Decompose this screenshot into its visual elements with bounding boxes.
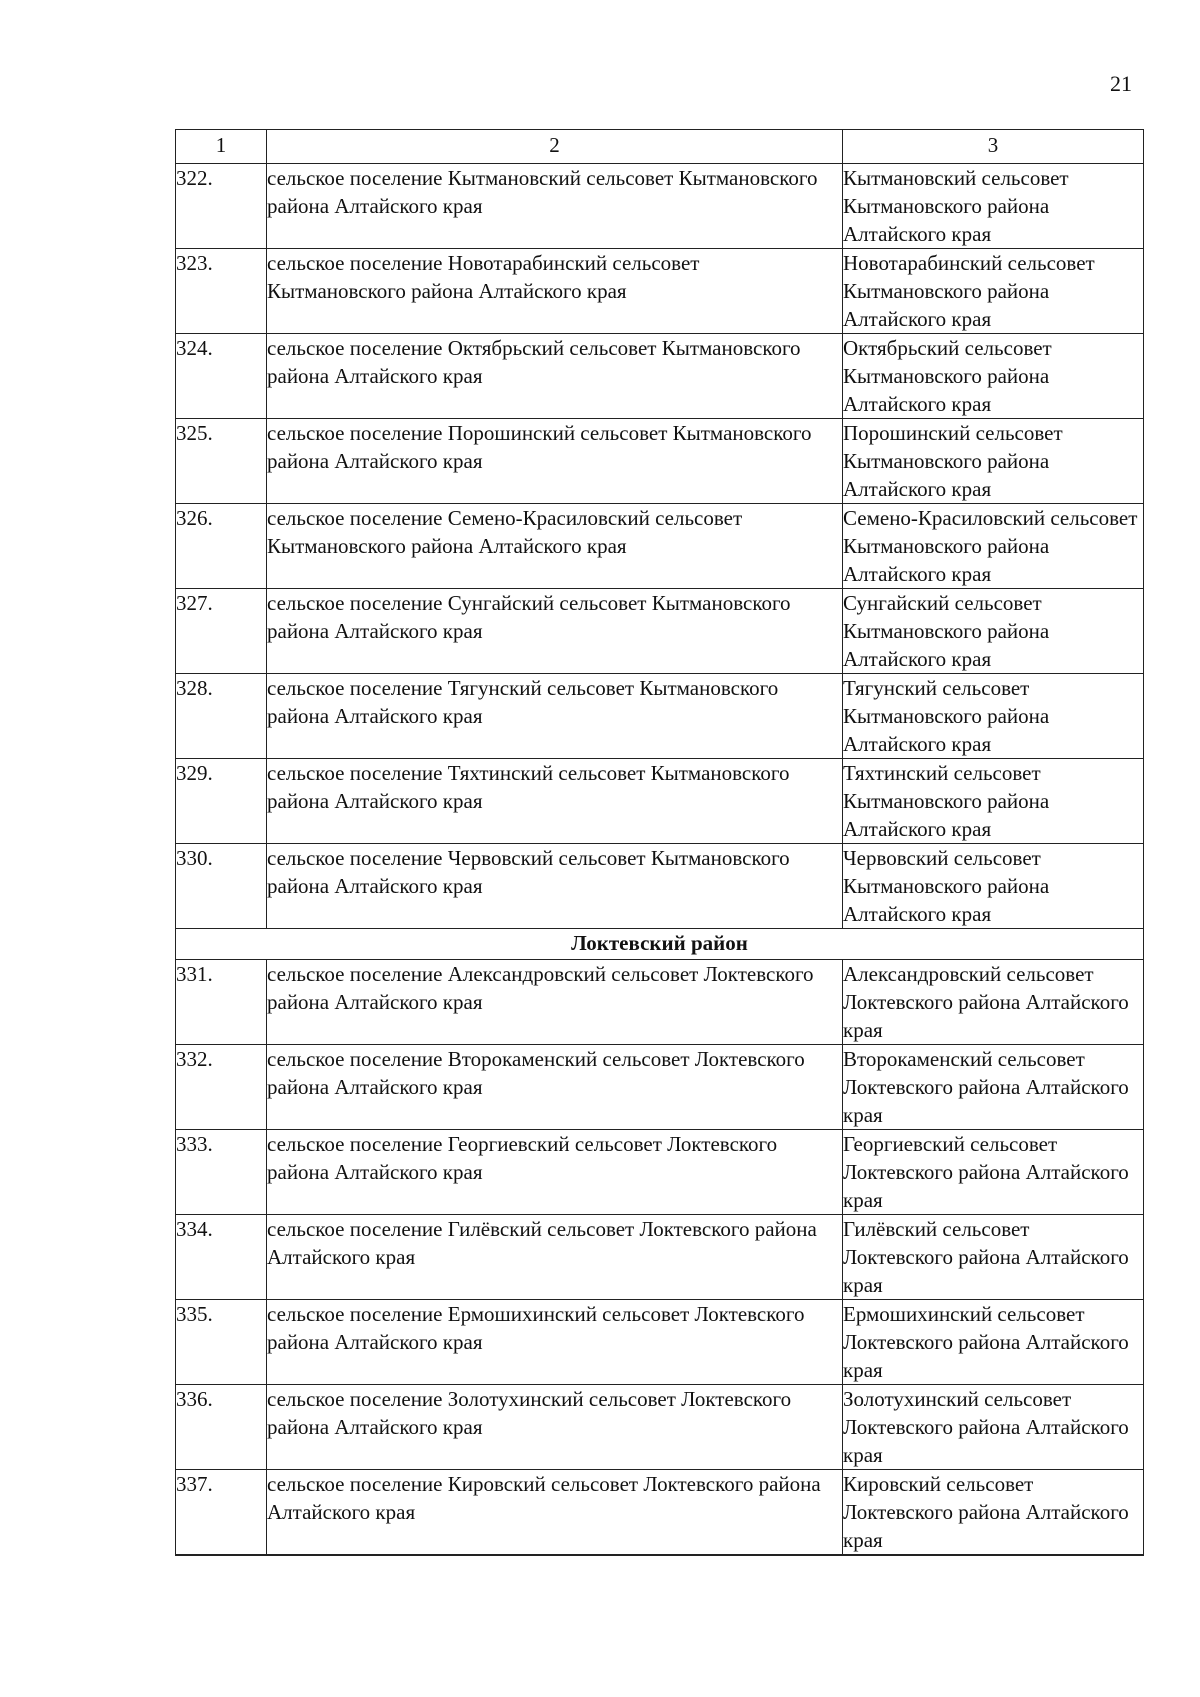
settlement-short-name: Сунгайский сельсовет Кытмановского района Алтайского края [843, 589, 1144, 674]
settlement-short-name: Ермошихинский сельсовет Локтевского района Алтайского края [843, 1300, 1144, 1385]
settlement-short-name: Порошинский сельсовет Кытмановского района Алтайского края [843, 419, 1144, 504]
row-number: 330. [176, 844, 267, 929]
settlement-short-name: Тяхтинский сельсовет Кытмановского района Алтайского края [843, 759, 1144, 844]
row-number: 327. [176, 589, 267, 674]
table-row [176, 1045, 1144, 1130]
row-number: 325. [176, 419, 267, 504]
row-number: 324. [176, 334, 267, 419]
row-number: 329. [176, 759, 267, 844]
table-row [176, 334, 1144, 419]
settlement-full-name: сельское поселение Георгиевский сельсовет Локтевского района Алтайского края [267, 1130, 843, 1215]
row-number: 337. [176, 1470, 267, 1556]
settlement-short-name: Георгиевский сельсовет Локтевского района Алтайского края [843, 1130, 1144, 1215]
row-number: 328. [176, 674, 267, 759]
settlement-short-name: Червовский сельсовет Кытмановского района Алтайского края [843, 844, 1144, 929]
settlement-short-name: Гилёвский сельсовет Локтевского района Алтайского края [843, 1215, 1144, 1300]
settlement-full-name: сельское поселение Октябрьский сельсовет Кытмановского района Алтайского края [267, 334, 843, 419]
settlement-full-name: сельское поселение Золотухинский сельсовет Локтевского района Алтайского края [267, 1385, 843, 1470]
settlement-full-name: сельское поселение Кытмановский сельсовет Кытмановского района Алтайского края [267, 164, 843, 249]
settlement-full-name: сельское поселение Тягунский сельсовет Кытмановского района Алтайского края [267, 674, 843, 759]
row-number: 322. [176, 164, 267, 249]
table-row [176, 1300, 1144, 1385]
row-number: 332. [176, 1045, 267, 1130]
header-row [176, 130, 1144, 164]
settlement-full-name: сельское поселение Семено-Красиловский сельсовет Кытмановского района Алтайского края [267, 504, 843, 589]
settlement-short-name: Семено-Красиловский сельсовет Кытмановского района Алтайского края [843, 504, 1144, 589]
table-header [176, 130, 1144, 164]
settlement-full-name: сельское поселение Второкаменский сельсовет Локтевского района Алтайского края [267, 1045, 843, 1130]
row-number: 334. [176, 1215, 267, 1300]
settlement-short-name: Александровский сельсовет Локтевского района Алтайского края [843, 960, 1144, 1045]
settlement-full-name: сельское поселение Порошинский сельсовет Кытмановского района Алтайского края [267, 419, 843, 504]
row-number: 326. [176, 504, 267, 589]
row-number: 335. [176, 1300, 267, 1385]
column-header-1: 1 [176, 130, 267, 164]
table-row [176, 674, 1144, 759]
settlement-short-name: Второкаменский сельсовет Локтевского района Алтайского края [843, 1045, 1144, 1130]
row-number: 336. [176, 1385, 267, 1470]
settlement-short-name: Кытмановский сельсовет Кытмановского района Алтайского края [843, 164, 1144, 249]
table-row [176, 759, 1144, 844]
settlement-full-name: сельское поселение Ермошихинский сельсовет Локтевского района Алтайского края [267, 1300, 843, 1385]
table-row [176, 1470, 1144, 1556]
table-row [176, 844, 1144, 929]
settlement-full-name: сельское поселение Кировский сельсовет Локтевского района Алтайского края [267, 1470, 843, 1556]
row-number: 333. [176, 1130, 267, 1215]
settlement-short-name: Кировский сельсовет Локтевского района Алтайского края [843, 1470, 1144, 1556]
row-number: 323. [176, 249, 267, 334]
settlement-short-name: Октябрьский сельсовет Кытмановского района Алтайского края [843, 334, 1144, 419]
table-row [176, 164, 1144, 249]
table-row [176, 960, 1144, 1045]
table-row [176, 419, 1144, 504]
section-row [176, 929, 1144, 960]
settlements-table [175, 129, 1144, 1556]
settlement-full-name: сельское поселение Сунгайский сельсовет Кытмановского района Алтайского края [267, 589, 843, 674]
settlement-full-name: сельское поселение Тяхтинский сельсовет Кытмановского района Алтайского края [267, 759, 843, 844]
table-row [176, 504, 1144, 589]
table-body [176, 164, 1144, 1556]
table-row [176, 1130, 1144, 1215]
table-row [176, 249, 1144, 334]
table-row [176, 1215, 1144, 1300]
settlement-full-name: сельское поселение Александровский сельсовет Локтевского района Алтайского края [267, 960, 843, 1045]
settlement-short-name: Золотухинский сельсовет Локтевского района Алтайского края [843, 1385, 1144, 1470]
table-row [176, 1385, 1144, 1470]
settlement-short-name: Новотарабинский сельсовет Кытмановского района Алтайского края [843, 249, 1144, 334]
table-row [176, 589, 1144, 674]
settlement-short-name: Тягунский сельсовет Кытмановского района Алтайского края [843, 674, 1144, 759]
row-number: 331. [176, 960, 267, 1045]
settlement-full-name: сельское поселение Гилёвский сельсовет Локтевского района Алтайского края [267, 1215, 843, 1300]
column-header-3: 3 [843, 130, 1144, 164]
page-number: 21 [1110, 71, 1132, 96]
settlement-full-name: сельское поселение Червовский сельсовет Кытмановского района Алтайского края [267, 844, 843, 929]
section-heading: Локтевский район [176, 929, 1144, 960]
settlement-full-name: сельское поселение Новотарабинский сельсовет Кытмановского района Алтайского края [267, 249, 843, 334]
column-header-2: 2 [267, 130, 843, 164]
